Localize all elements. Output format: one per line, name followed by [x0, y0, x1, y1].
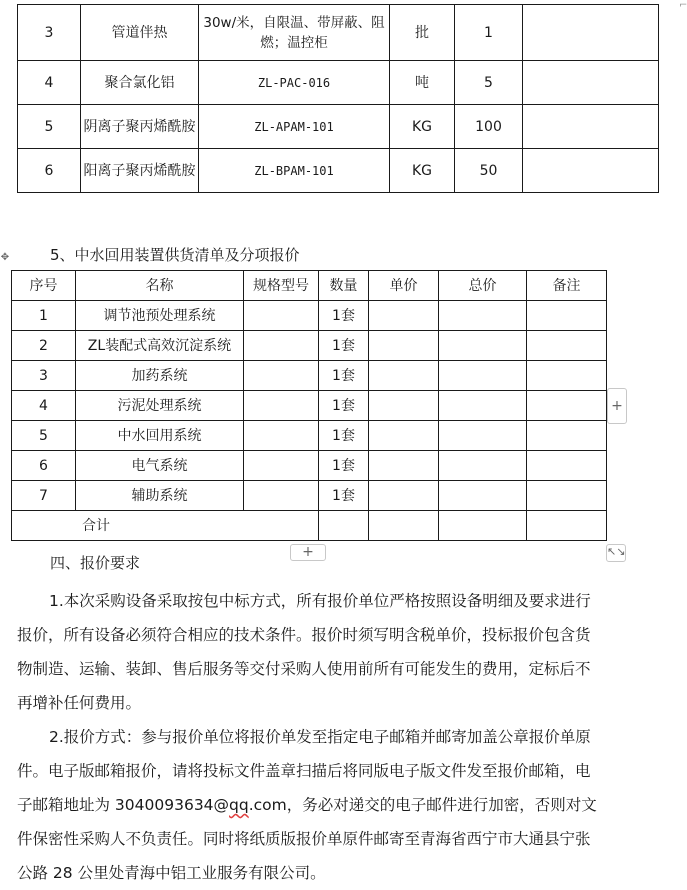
header-cell: 总价: [439, 271, 527, 301]
item-name: 阴离子聚丙烯酰胺: [81, 105, 199, 149]
item-note: [523, 61, 659, 105]
table-row: [12, 451, 607, 481]
equipment-table-continued: [17, 4, 659, 193]
system-name: 中水回用系统: [76, 421, 244, 451]
item-name: 管道伴热: [81, 5, 199, 61]
header-cell: 备注: [527, 271, 607, 301]
paragraph-text: 2.报价方式：参与报价单位将报价单发至指定电子邮箱并邮寄加盖公章报价单原件。电子版邮箱报价，请将投标文件盖章扫描后将同版电子版文件发至报价邮箱，电子邮箱地址为 3040093634@: [17, 728, 591, 814]
qty-cell: 1套: [319, 481, 369, 511]
item-unit: KG: [390, 149, 455, 193]
spec-cell[interactable]: [244, 301, 319, 331]
table-row: [12, 421, 607, 451]
note-cell[interactable]: [527, 301, 607, 331]
total-label: 合计: [12, 511, 319, 541]
row-number: 3: [12, 361, 76, 391]
unit-price-cell[interactable]: [369, 331, 439, 361]
row-number: 4: [18, 61, 81, 105]
unit-price-cell[interactable]: [369, 391, 439, 421]
section-title: 5、中水回用装置供货清单及分项报价: [50, 246, 300, 264]
row-number: 6: [12, 451, 76, 481]
table-row: [18, 5, 659, 61]
qty-cell: 1套: [319, 331, 369, 361]
supply-list-table: [11, 270, 607, 541]
total-qty-cell[interactable]: [319, 511, 369, 541]
system-name: 电气系统: [76, 451, 244, 481]
item-qty: 50: [455, 149, 523, 193]
unit-price-cell[interactable]: [369, 481, 439, 511]
header-cell: 数量: [319, 271, 369, 301]
table-row: [12, 481, 607, 511]
table-resize-icon[interactable]: ↖↘: [606, 544, 626, 562]
item-spec: ZL-APAM-101: [199, 105, 390, 149]
item-note: [523, 5, 659, 61]
total-row: [12, 511, 607, 541]
total-price-cell[interactable]: [439, 361, 527, 391]
row-number: 5: [18, 105, 81, 149]
item-spec: ZL-PAC-016: [199, 61, 390, 105]
spec-cell[interactable]: [244, 421, 319, 451]
note-cell[interactable]: [527, 331, 607, 361]
total-unit-price-cell[interactable]: [369, 511, 439, 541]
table-row: [18, 61, 659, 105]
table-row: [18, 105, 659, 149]
unit-price-cell[interactable]: [369, 301, 439, 331]
note-cell[interactable]: [527, 391, 607, 421]
requirement-paragraph-1: [17, 584, 597, 720]
row-number: 6: [18, 149, 81, 193]
table-move-handle-icon[interactable]: ✥: [0, 252, 10, 263]
item-spec: ZL-BPAM-101: [199, 149, 390, 193]
item-note: [523, 105, 659, 149]
margin-mark: ⌐: [679, 0, 687, 11]
qty-cell: 1套: [319, 301, 369, 331]
paragraph-text: 1.本次采购设备采取按包中标方式，所有报价单位严格按照设备明细及要求进行报价，所有设备必须符合相应的技术条件。报价时须写明含税单价，投标报价包含货物制造、运输、装卸、售后服务等交付采购人使用前所有可能发生的费用，定标后不再增补任何费用。: [17, 592, 591, 712]
header-cell: 单价: [369, 271, 439, 301]
item-note: [523, 149, 659, 193]
note-cell[interactable]: [527, 361, 607, 391]
total-price-cell[interactable]: [439, 451, 527, 481]
note-cell[interactable]: [527, 481, 607, 511]
unit-price-cell[interactable]: [369, 361, 439, 391]
add-row-button[interactable]: +: [290, 544, 326, 561]
row-number: 5: [12, 421, 76, 451]
total-note-cell[interactable]: [527, 511, 607, 541]
grand-total-cell[interactable]: [439, 511, 527, 541]
spec-cell[interactable]: [244, 451, 319, 481]
row-number: 2: [12, 331, 76, 361]
note-cell[interactable]: [527, 421, 607, 451]
table-row: [12, 361, 607, 391]
add-column-button[interactable]: +: [607, 388, 627, 424]
requirements-heading: 四、报价要求: [50, 554, 141, 572]
total-price-cell[interactable]: [439, 421, 527, 451]
item-unit: 吨: [390, 61, 455, 105]
item-unit: 批: [390, 5, 455, 61]
system-name: 污泥处理系统: [76, 391, 244, 421]
total-price-cell[interactable]: [439, 301, 527, 331]
item-qty: 1: [455, 5, 523, 61]
item-qty: 5: [455, 61, 523, 105]
total-price-cell[interactable]: [439, 481, 527, 511]
table-header-row: [12, 271, 607, 301]
spec-cell[interactable]: [244, 331, 319, 361]
system-name: ZL装配式高效沉淀系统: [76, 331, 244, 361]
system-name: 辅助系统: [76, 481, 244, 511]
row-number: 7: [12, 481, 76, 511]
paragraph-text: .com，务必对递交的电子邮件进行加密，否则对文件保密性采购人不负责任。同时将纸质版报价单原件邮寄至青海省西宁市大通县宁张公路 28 公里处青海中铝工业服务有限公司。: [17, 796, 597, 882]
table-row: [18, 149, 659, 193]
row-number: 3: [18, 5, 81, 61]
table-row: [12, 391, 607, 421]
unit-price-cell[interactable]: [369, 421, 439, 451]
system-name: 加药系统: [76, 361, 244, 391]
email-domain: qq: [229, 796, 249, 814]
row-number: 4: [12, 391, 76, 421]
note-cell[interactable]: [527, 451, 607, 481]
unit-price-cell[interactable]: [369, 451, 439, 481]
item-name: 聚合氯化铝: [81, 61, 199, 105]
header-cell: 名称: [76, 271, 244, 301]
requirement-paragraph-2: [17, 720, 597, 890]
system-name: 调节池预处理系统: [76, 301, 244, 331]
qty-cell: 1套: [319, 361, 369, 391]
spec-cell[interactable]: [244, 481, 319, 511]
qty-cell: 1套: [319, 451, 369, 481]
qty-cell: 1套: [319, 391, 369, 421]
item-spec: 30w/米，自限温、带屏蔽、阻燃；温控柜: [199, 5, 390, 61]
row-number: 1: [12, 301, 76, 331]
table-row: [12, 331, 607, 361]
qty-cell: 1套: [319, 421, 369, 451]
total-price-cell[interactable]: [439, 391, 527, 421]
total-price-cell[interactable]: [439, 331, 527, 361]
item-qty: 100: [455, 105, 523, 149]
spec-cell[interactable]: [244, 361, 319, 391]
header-cell: 规格型号: [244, 271, 319, 301]
spec-cell[interactable]: [244, 391, 319, 421]
item-unit: KG: [390, 105, 455, 149]
item-name: 阳离子聚丙烯酰胺: [81, 149, 199, 193]
table-row: [12, 301, 607, 331]
header-cell: 序号: [12, 271, 76, 301]
